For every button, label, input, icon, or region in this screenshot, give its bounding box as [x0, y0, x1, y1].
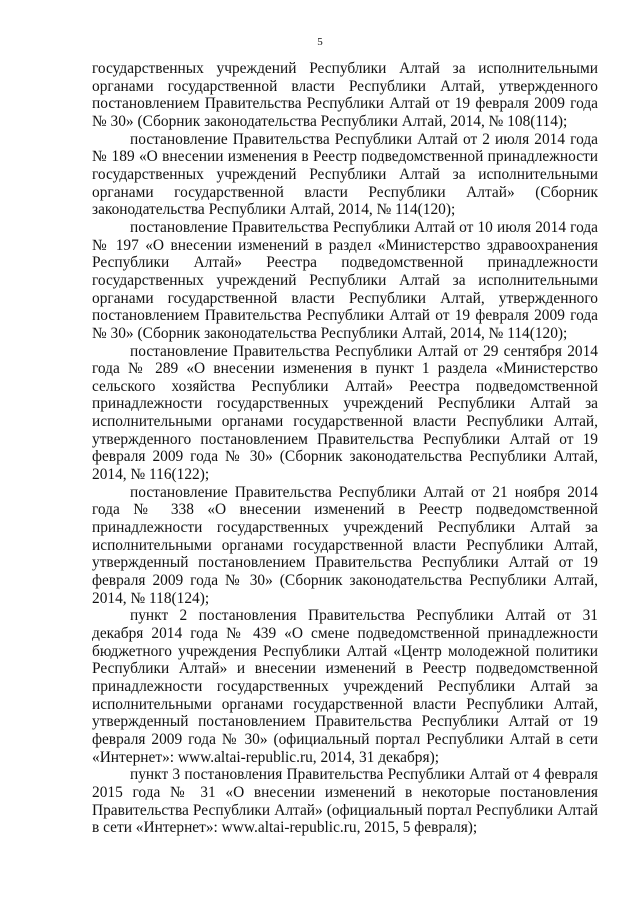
paragraph-resolution-31: пункт 3 постановления Правительства Республики Алтай от 4 февраля 2015 года № 31 «О внесении изменений в некоторые постановления Правительства Республики Алтай» (официальный портал Республики Алтай в сети «Интернет»: www.altai-republic.ru, 2015, 5 февраля); [92, 766, 598, 837]
paragraph-resolution-289: постановление Правительства Республики Алтай от 29 сентября 2014 года № 289 «О внесении изменения в пункт 1 раздела «Министерство сельского хозяйства Республики Алтай» Реестра подведомственной принадлежности государственных учреждений Республики Алтай за исполнительными органами государственной власти Республики Алтай, утвержденного постановлением Правительства Республики Алтай от 19 февраля 2009 года № 30» (Сборник законодательства Республики Алтай, 2014, № 116(122); [92, 342, 598, 484]
paragraph-resolution-439: пункт 2 постановления Правительства Республики Алтай от 31 декабря 2014 года № 439 «О смене подведомственной принадлежности бюджетного учреждения Республики Алтай «Центр молодежной политики Республики Алтай» и внесении изменений в Реестр подведомственной принадлежности государственных учреждений Республики Алтай за исполнительными органами государственной власти Республики Алтай, утвержденный постановлением Правительства Республики Алтай от 19 февраля 2009 года № 30» (официальный портал Республики Алтай в сети «Интернет»: www.altai-republic.ru, 2014, 31 декабря); [92, 607, 598, 766]
page-number: 5 [317, 36, 323, 48]
paragraph-resolution-197: постановление Правительства Республики Алтай от 10 июля 2014 года № 197 «О внесении изменений в раздел «Министерство здравоохранения Республики Алтай» Реестра подведомственной принадлежности государственных учреждений Республики Алтай за исполнительными органами государственной власти Республики Алтай, утвержденного постановлением Правительства Республики Алтай от 19 февраля 2009 года № 30» (Сборник законодательства Республики Алтай, 2014, № 114(120); [92, 218, 598, 342]
paragraph-continuation: государственных учреждений Республики Алтай за исполнительными органами государственной власти Республики Алтай, утвержденного постановлением Правительства Республики Алтай от 19 февраля 2009 года № 30» (Сборник законодательства Республики Алтай, 2014, № 108(114); [92, 60, 598, 130]
paragraph-resolution-189: постановление Правительства Республики Алтай от 2 июля 2014 года № 189 «О внесении изменения в Реестр подведомственной принадлежности государственных учреждений Республики Алтай за исполнительными органами государственной власти Республики Алтай» (Сборник законодательства Республики Алтай, 2014, № 114(120); [92, 130, 598, 219]
document-body [92, 60, 598, 837]
paragraph-resolution-338: постановление Правительства Республики Алтай от 21 ноября 2014 года № 338 «О внесении изменений в Реестр подведомственной принадлежности государственных учреждений Республики Алтай за исполнительными органами государственной власти Республики Алтай, утвержденный постановлением Правительства Республики Алтай от 19 февраля 2009 года № 30» (Сборник законодательства Республики Алтай, 2014, № 118(124); [92, 483, 598, 607]
